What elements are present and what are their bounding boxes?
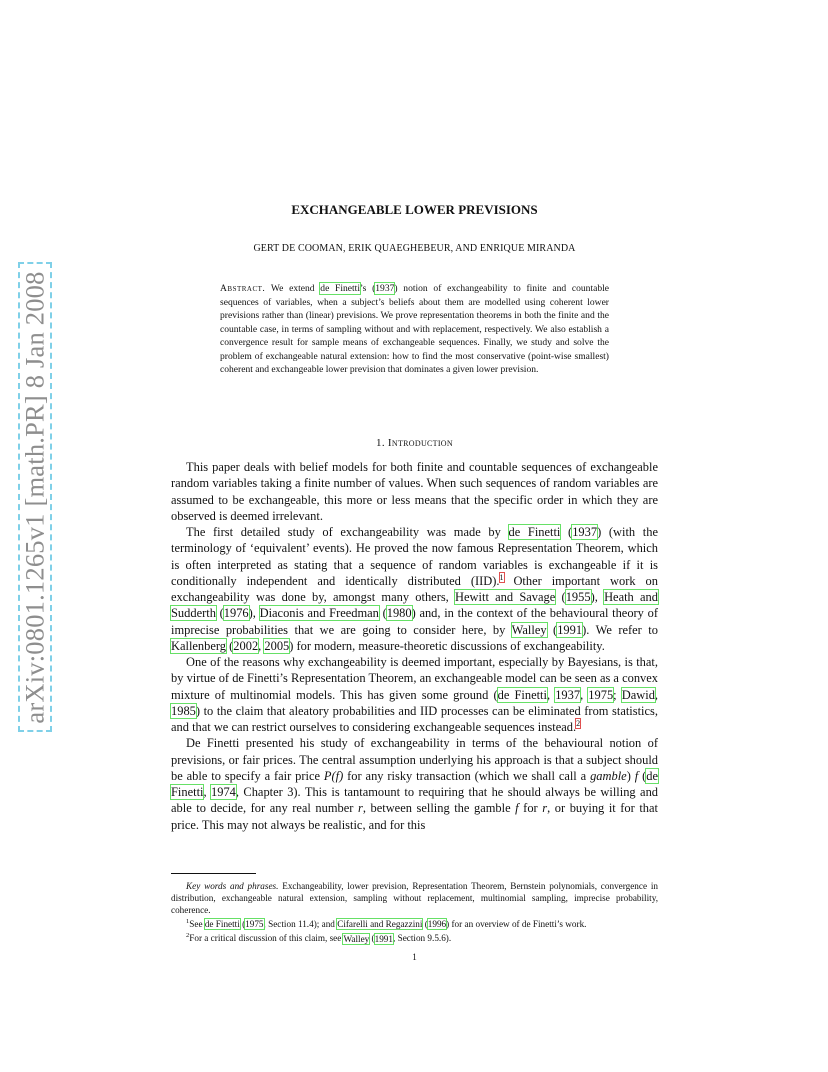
citation-link[interactable]: 1975 bbox=[588, 687, 614, 702]
citation-link[interactable]: Kallenberg bbox=[171, 638, 227, 653]
footnote-rule bbox=[171, 873, 256, 874]
citation-link[interactable]: 1975 bbox=[245, 919, 264, 930]
arxiv-stamp-text: arXiv:0801.1265v1 [math.PR] 8 Jan 2008 bbox=[19, 270, 50, 724]
citation-link[interactable]: de Finetti bbox=[171, 768, 659, 799]
citation-link[interactable]: Cifarelli and Regazzini bbox=[337, 919, 423, 930]
abstract-text: We extend bbox=[265, 283, 321, 294]
abstract-label: Abstract. bbox=[220, 283, 266, 294]
citation-link[interactable]: 1980 bbox=[386, 606, 412, 621]
citation-link[interactable]: 1991 bbox=[557, 622, 583, 637]
citation-link[interactable]: 1937 bbox=[572, 525, 598, 539]
section-heading bbox=[171, 437, 658, 449]
citation-link[interactable]: Walley bbox=[511, 622, 547, 637]
citation-link[interactable]: 1976 bbox=[223, 606, 249, 621]
body-text bbox=[171, 459, 658, 833]
citation-link[interactable]: 1974 bbox=[211, 785, 236, 799]
abstract bbox=[220, 282, 609, 377]
paragraph: De Finetti presented his study of exchangeability in terms of the behavioural notion of previsions, or fair prices. The central assumption underlying his approach is that a subject should be able to specify a fair price P(f) for any risky transaction (which we shall call a gamble) f (de Finetti, 1974, Chapter 3). This is tantamount to requiring that he should always be willing and able to decide, for any real number r, between selling the gamble f for r, or buying it for that price. This may not always be realistic, and for this bbox=[171, 736, 659, 832]
citation-link[interactable]: 1955 bbox=[565, 590, 591, 604]
citation-link[interactable]: de Finetti bbox=[508, 525, 561, 539]
citation-link[interactable]: 1937 bbox=[555, 687, 581, 702]
footnote-1: $^1$See de Finetti (1975, Section 11.4); and Cifarelli and Regazzini (1996) for an overview of de Finetti’s work. bbox=[186, 918, 587, 930]
footnote-link[interactable]: 1 bbox=[499, 572, 504, 582]
paper-authors: GERT DE COOMAN, ERIK QUAEGHEBEUR, AND ENRIQUE MIRANDA bbox=[253, 243, 576, 254]
citation-link[interactable]: Dawid bbox=[621, 687, 655, 702]
footnotes bbox=[171, 880, 658, 945]
citation-link[interactable]: 1985 bbox=[171, 703, 196, 718]
section-number: 1. bbox=[376, 437, 388, 449]
citation-link[interactable]: Hewitt and Savage bbox=[455, 590, 556, 604]
paragraph: One of the reasons why exchangeability is deemed important, especially by Bayesians, is that, by virtue of de Finetti’s Representation Theorem, an exchangeable model can be seen as a convex mixture of multinomial models. This has given some ground (de Finetti, 1937, 1975; Dawid, 1985) to the claim that aleatory probabilities and IID processes can be eliminated from statistics, and that we can restrict ourselves to considering exchangeable sequences instead.$^2$ bbox=[171, 655, 659, 734]
paragraph: This paper deals with belief models for both finite and countable sequences of exchangeable random variables taking a finite number of values. When such sequences of random variables are assumed to be exchangeable, this more or less means that the specific order in which they are observed is deemed irrelevant. bbox=[171, 460, 658, 523]
footnote-2: $^2$For a critical discussion of this claim, see Walley (1991, Section 9.5.6). bbox=[186, 932, 452, 944]
abstract-text: ) notion of exchangeability to finite and countable sequences of variables, when a subject’s beliefs about them are modelled using coherent lower previsions rather than (linear) previsions. We prove representation theorems in both the finite and the countable case, in terms of sampling without and with replacement, respectively. We also establish a convergence result for sample means of exchangeable sequences. Finally, we study and solve the problem of exchangeable natural extension: how to find the most conservative (point-wise smallest) coherent and exchangeable lower prevision that dominates a given lower prevision. bbox=[220, 283, 610, 376]
citation-link[interactable]: Diaconis and Freedman bbox=[259, 606, 379, 621]
paper-title: EXCHANGEABLE LOWER PREVISIONS bbox=[291, 202, 538, 217]
citation-link[interactable]: 2002 bbox=[233, 638, 259, 653]
paragraph: The first detailed study of exchangeability was made by de Finetti (1937) (with the terminology of ‘equivalent’ events). He proved the now famous Representation Theorem, which is often interpreted as stating that a sequence of random variables is exchangeable if it is conditionally independent and identically distributed (IID).$^1$ Other important work on exchangeability was done by, amongst many others, Hewitt and Savage (1955), Heath and Sudderth (1976), Diaconis and Freedman (1980) and, in the context of the behavioural theory of imprecise probabilities that we are going to consider here, by Walley (1991). We refer to Kallenberg (2002, 2005) for modern, measure-theoretic discussions of exchangeability. bbox=[171, 525, 658, 653]
citation-link[interactable]: de Finetti bbox=[497, 687, 547, 702]
citation-link[interactable]: 1996 bbox=[427, 919, 447, 930]
abstract-text: ’s ( bbox=[359, 283, 376, 294]
citation-link[interactable]: Walley bbox=[343, 933, 370, 944]
citation-link[interactable]: 1937 bbox=[375, 283, 395, 294]
arxiv-stamp[interactable] bbox=[18, 262, 52, 732]
page-number: 1 bbox=[412, 952, 417, 962]
section-title: Introduction bbox=[387, 437, 453, 449]
citation-link[interactable]: de Finetti bbox=[204, 919, 240, 930]
citation-link[interactable]: de Finetti bbox=[320, 283, 360, 294]
citation-link[interactable]: Heath and Sudderth bbox=[171, 590, 658, 621]
citation-link[interactable]: 1991 bbox=[374, 933, 393, 944]
citation-link[interactable]: 2005 bbox=[264, 638, 290, 653]
keywords: Key words and phrases. Exchangeability, lower prevision, Representation Theorem, Bernstein polynomials, convergence in distribution, exchangeable natural extension, sampling without replacement, multinomial sampling, imprecise probability, coherence. bbox=[171, 881, 658, 916]
footnote-link[interactable]: 2 bbox=[576, 718, 581, 728]
